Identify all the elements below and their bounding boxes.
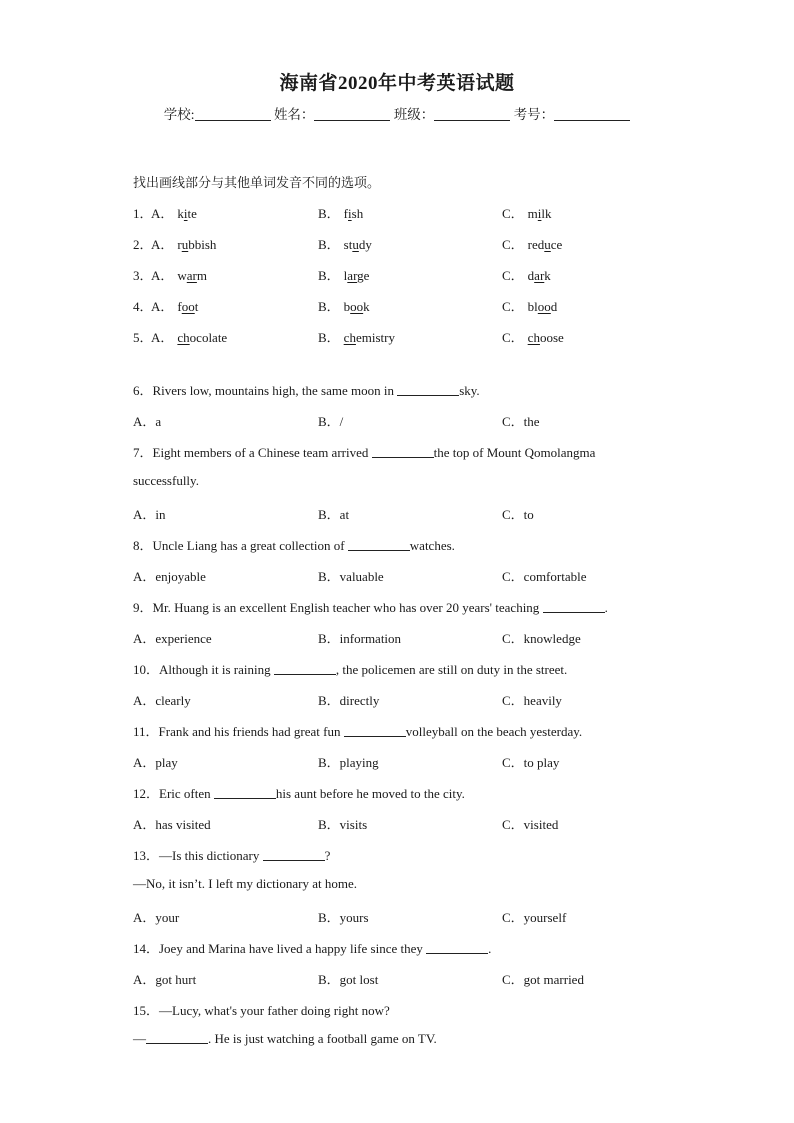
option-c[interactable]	[502, 327, 564, 346]
stem-text: 14．Joey and Marina have lived a happy life since they	[133, 941, 427, 956]
stem-text: 11．Frank and his friends had great fun	[133, 724, 344, 739]
option-b[interactable]	[318, 203, 363, 222]
word-suffix: t	[194, 299, 199, 314]
option-b[interactable]: B．information	[318, 631, 402, 646]
class-label: 班级：	[393, 107, 435, 122]
answer-blank[interactable]	[543, 600, 605, 613]
answer-blank[interactable]	[372, 445, 434, 458]
stem-text: 7．Eight members of a Chinese team arrived	[133, 445, 372, 460]
question-stem-continued: —No, it isn’t. I left my dictionary at home.	[133, 876, 357, 891]
stem-text: sky.	[459, 383, 480, 398]
option-letter: A．	[151, 299, 174, 314]
option-letter: A．	[151, 268, 174, 283]
stem-text: —	[133, 1031, 146, 1046]
word-prefix: f	[343, 206, 349, 221]
underlined-part: ar	[534, 268, 545, 283]
class-blank[interactable]	[434, 106, 510, 121]
page-title: 海南省2020年中考英语试题	[279, 73, 515, 94]
stem-text: , the policemen are still on duty in the street.	[335, 662, 568, 677]
underlined-part: i	[537, 206, 542, 221]
underlined-part: u	[544, 237, 551, 252]
option-c[interactable]	[502, 265, 551, 284]
stem-text: .	[604, 600, 608, 615]
question-stem	[133, 380, 480, 399]
word-prefix: f	[177, 299, 182, 314]
word-prefix: r	[177, 237, 182, 252]
stem-text: 15．—Lucy, what's your father doing right now?	[133, 1003, 390, 1018]
stem-text: 13．—Is this dictionary	[133, 848, 263, 863]
question-stem	[133, 938, 491, 957]
option-c[interactable]	[502, 296, 557, 315]
word-suffix: k	[544, 268, 551, 283]
stem-text: volleyball on the beach yesterday.	[405, 724, 583, 739]
stem-text: 12．Eric often	[133, 786, 214, 801]
word-suffix: ge	[357, 268, 370, 283]
underlined-part: ch	[177, 330, 190, 345]
option-c[interactable]: C．yourself	[502, 910, 567, 925]
underlined-part: ch	[343, 330, 356, 345]
underlined-part: ar	[347, 268, 358, 283]
number-blank[interactable]	[554, 106, 630, 121]
option-letter: A．	[151, 330, 174, 345]
option-b[interactable]	[318, 265, 369, 284]
question-number: 1．	[133, 206, 153, 221]
stem-text: 8．Uncle Liang has a great collection of	[133, 538, 348, 553]
word-prefix: l	[343, 268, 348, 283]
option-letter: B．	[318, 330, 340, 345]
underlined-part: i	[183, 206, 188, 221]
word-suffix: d	[550, 299, 558, 314]
option-c[interactable]: C．heavily	[502, 693, 562, 708]
option-a[interactable]: A．got hurt	[133, 972, 197, 987]
option-b[interactable]: B．yours	[318, 910, 369, 925]
option-b[interactable]: B．visits	[318, 817, 368, 832]
option-b[interactable]: B．playing	[318, 755, 379, 770]
option-letter: A．	[151, 237, 174, 252]
option-letter: C．	[502, 299, 524, 314]
number-label: 考号：	[513, 107, 555, 122]
answer-blank[interactable]	[214, 786, 276, 799]
question-stem-continued: successfully.	[133, 473, 199, 488]
underlined-part: u	[352, 237, 359, 252]
word-suffix: emistry	[355, 330, 395, 345]
option-a[interactable]	[151, 296, 198, 315]
underlined-part: oo	[350, 299, 364, 314]
option-a[interactable]: A．experience	[133, 631, 212, 646]
question-stem-continued	[133, 1031, 437, 1047]
option-c[interactable]: C．visited	[502, 817, 559, 832]
option-b[interactable]: B．valuable	[318, 569, 384, 584]
option-b[interactable]: B．got lost	[318, 972, 379, 987]
stem-text: watches.	[409, 538, 455, 553]
question-number: 5．	[133, 330, 153, 345]
stem-text: 9．Mr. Huang is an excellent English teacher who has over 20 years' teaching	[133, 600, 543, 615]
option-letter: B．	[318, 268, 340, 283]
stem-text: 10．Although it is raining	[133, 662, 274, 677]
stem-text: .	[488, 941, 492, 956]
word-suffix: te	[187, 206, 197, 221]
option-c[interactable]: C．to play	[502, 755, 560, 770]
word-suffix: ce	[550, 237, 563, 252]
question-stem	[133, 783, 465, 802]
word-suffix: sh	[351, 206, 364, 221]
option-a[interactable]: A．your	[133, 910, 180, 925]
option-letter: C．	[502, 330, 524, 345]
option-a[interactable]: A．enjoyable	[133, 569, 206, 584]
option-letter: B．	[318, 237, 340, 252]
question-stem	[133, 597, 608, 616]
word-prefix: b	[343, 299, 351, 314]
word-suffix: dy	[358, 237, 372, 252]
word-prefix: red	[527, 237, 545, 252]
section-instruction: 找出画线部分与其他单词发音不同的选项。	[133, 176, 381, 191]
option-b[interactable]: B．directly	[318, 693, 380, 708]
option-c[interactable]	[502, 234, 562, 253]
option-a[interactable]: A．clearly	[133, 693, 191, 708]
word-suffix: bbish	[188, 237, 217, 252]
stem-text: . He is just watching a football game on TV.	[208, 1031, 437, 1046]
underlined-part: ch	[527, 330, 540, 345]
option-a[interactable]	[151, 234, 216, 253]
student-info-line	[0, 103, 794, 123]
answer-blank[interactable]	[263, 848, 325, 861]
stem-text: 6．Rivers low, mountains high, the same moon in	[133, 383, 398, 398]
question-stem	[133, 845, 330, 864]
question-number: 4．	[133, 299, 153, 314]
word-prefix: w	[177, 268, 187, 283]
word-suffix: oose	[539, 330, 564, 345]
question-stem	[133, 721, 582, 740]
stem-text: ?	[324, 848, 331, 863]
word-prefix: m	[527, 206, 538, 221]
word-prefix: st	[343, 237, 353, 252]
answer-blank[interactable]	[146, 1031, 208, 1044]
underlined-part: ar	[186, 268, 197, 283]
option-letter: A．	[151, 206, 174, 221]
option-c[interactable]: C．got married	[502, 972, 584, 987]
name-blank[interactable]	[314, 106, 390, 121]
word-suffix: k	[363, 299, 370, 314]
option-b[interactable]	[318, 296, 370, 315]
option-a[interactable]	[151, 265, 207, 284]
answer-blank[interactable]	[426, 941, 488, 954]
question-stem	[133, 442, 595, 461]
word-suffix: lk	[541, 206, 552, 221]
answer-blank[interactable]	[274, 662, 336, 675]
school-label: 学校:	[163, 107, 195, 122]
question-stem	[133, 1000, 390, 1019]
answer-blank[interactable]	[397, 383, 459, 396]
word-suffix: ocolate	[189, 330, 228, 345]
option-a[interactable]: A．play	[133, 755, 178, 770]
question-stem	[133, 659, 567, 678]
question-number: 2．	[133, 237, 153, 252]
stem-text: the top of Mount Qomolangma	[433, 445, 596, 460]
answer-blank[interactable]	[344, 724, 406, 737]
word-prefix: bl	[527, 299, 538, 314]
school-blank[interactable]	[195, 106, 271, 121]
option-c[interactable]: C．the	[502, 414, 540, 429]
underlined-part: u	[181, 237, 189, 252]
option-b[interactable]	[318, 327, 395, 346]
stem-text: his aunt before he moved to the city.	[275, 786, 465, 801]
answer-blank[interactable]	[348, 538, 410, 551]
option-b[interactable]: B．at	[318, 507, 350, 522]
option-letter: C．	[502, 268, 524, 283]
option-letter: C．	[502, 237, 524, 252]
option-b[interactable]	[318, 234, 372, 253]
question-stem	[133, 535, 455, 554]
option-b[interactable]: B．/	[318, 414, 344, 429]
name-label: 姓名：	[273, 107, 315, 122]
option-a[interactable]: A．has visited	[133, 817, 211, 832]
question-number: 3．	[133, 268, 153, 283]
word-prefix: k	[177, 206, 184, 221]
option-letter: B．	[318, 299, 340, 314]
option-c[interactable]: C．to	[502, 507, 534, 522]
word-prefix: d	[527, 268, 535, 283]
underlined-part: oo	[181, 299, 195, 314]
option-a[interactable]	[151, 327, 227, 346]
underlined-part: oo	[537, 299, 551, 314]
option-a[interactable]: A．a	[133, 414, 162, 429]
option-a[interactable]	[151, 203, 197, 222]
option-letter: C．	[502, 206, 524, 221]
option-c[interactable]: C．knowledge	[502, 631, 581, 646]
word-suffix: m	[196, 268, 208, 283]
option-a[interactable]: A．in	[133, 507, 166, 522]
underlined-part: i	[348, 206, 352, 221]
option-c[interactable]	[502, 203, 552, 222]
option-c[interactable]: C．comfortable	[502, 569, 587, 584]
option-letter: B．	[318, 206, 340, 221]
